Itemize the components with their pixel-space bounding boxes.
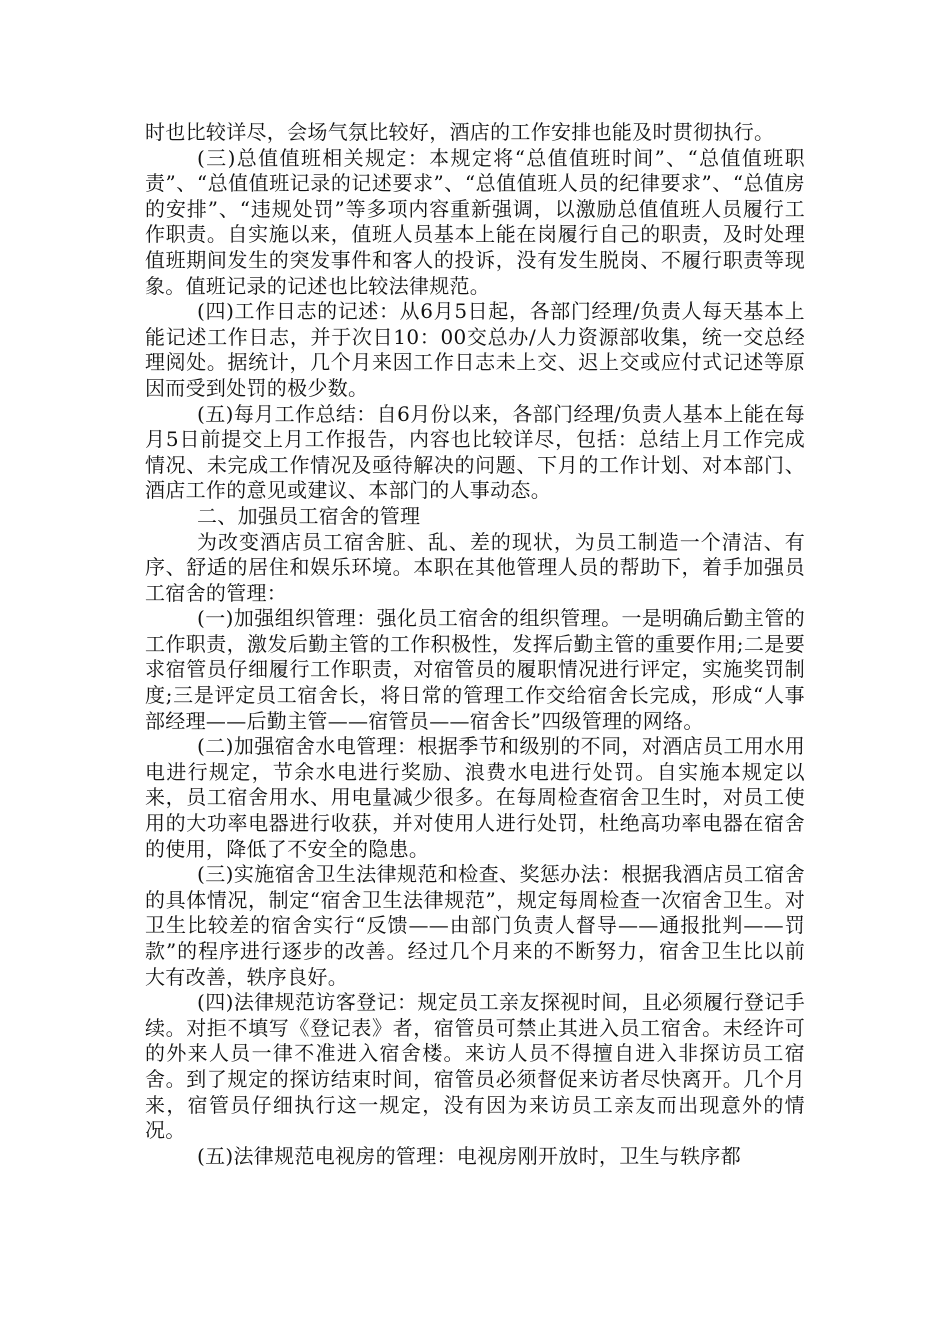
- paragraph-duty-rules: (三)总值值班相关规定：本规定将“总值值班时间”、“总值值班职责”、“总值值班记录的记述要求”、“总值值班人员的纪律要求”、“总值房的安排”、“违规处罚”等多项内容重新强调，以激励总值值班人员履行工作职责。自实施以来，值班人员基本上能在岗履行自己的职责，及时处理值班期间发生的突发事件和客人的投诉，没有发生脱岗、不履行职责等现象。值班记录的记述也比较法律规范。: [145, 145, 805, 298]
- paragraph-work-log: (四)工作日志的记述：从6月5日起，各部门经理/负责人每天基本上能记述工作日志，并于次日10：00交总办/人力资源部收集，统一交总经理阅处。据统计，几个月来因工作日志未上交、迟上交或应付式记述等原因而受到处罚的极少数。: [145, 299, 805, 400]
- section-heading-dormitory: 二、加强员工宿舍的管理: [197, 503, 421, 528]
- document-body: [145, 120, 805, 1169]
- paragraph-hygiene: (三)实施宿舍卫生法律规范和检查、奖惩办法：根据我酒店员工宿舍的具体情况，制定“宿舍卫生法律规范”，规定每周检查一次宿舍卫生。对卫生比较差的宿舍实行“反馈——由部门负责人督导——通报批判——罚款”的程序进行逐步的改善。经过几个月来的不断努力，宿舍卫生比以前大有改善，轶序良好。: [145, 862, 805, 989]
- paragraph-organization: (一)加强组织管理：强化员工宿舍的组织管理。一是明确后勤主管的工作职责，激发后勤主管的工作积极性，发挥后勤主管的重要作用;二是要求宿管员仔细履行工作职责，对宿管员的履职情况进行评定，实施奖罚制度;三是评定员工宿舍长，将日常的管理工作交给宿舍长完成，形成“人事部经理——后勤主管——宿管员——宿舍长”四级管理的网络。: [145, 606, 805, 733]
- paragraph-tv-room: (五)法律规范电视房的管理：电视房刚开放时，卫生与轶序都: [197, 1143, 742, 1168]
- paragraph-monthly-summary: (五)每月工作总结：自6月份以来，各部门经理/负责人基本上能在每月5日前提交上月工作报告，内容也比较详尽，包括：总结上月工作完成情况、未完成工作情况及亟待解决的问题、下月的工作计划、对本部门、酒店工作的意见或建议、本部门的人事动态。: [145, 401, 805, 503]
- paragraph-utilities: (二)加强宿舍水电管理：根据季节和级别的不同，对酒店员工用水用电进行规定，节余水电进行奖励、浪费水电进行处罚。自实施本规定以来，员工宿舍用水、用电量减少很多。在每周检查宿舍卫生时，对员工使用的大功率电器进行收获，并对使用人进行处罚，杜绝高功率电器在宿舍的使用，降低了不安全的隐患。: [145, 734, 805, 861]
- paragraph-continuation: 时也比较详尽，会场气氛比较好，酒店的工作安排也能及时贯彻执行。: [145, 120, 775, 144]
- paragraph-visitors: (四)法律规范访客登记：规定员工亲友探视时间，且必须履行登记手续。对拒不填写《登记表》者，宿管员可禁止其进入员工宿舍。未经许可的外来人员一律不准进入宿舍楼。来访人员不得擅自进入非探访员工宿舍。到了规定的探访结束时间，宿管员必须督促来访者尽快离开。几个月来，宿管员仔细执行这一规定，没有因为来访员工亲友而出现意外的情况。: [145, 990, 805, 1143]
- paragraph-dormitory-intro: 为改变酒店员工宿舍脏、乱、差的现状，为员工制造一个清洁、有序、舒适的居住和娱乐环境。本职在其他管理人员的帮助下，着手加强员工宿舍的管理：: [145, 529, 805, 605]
